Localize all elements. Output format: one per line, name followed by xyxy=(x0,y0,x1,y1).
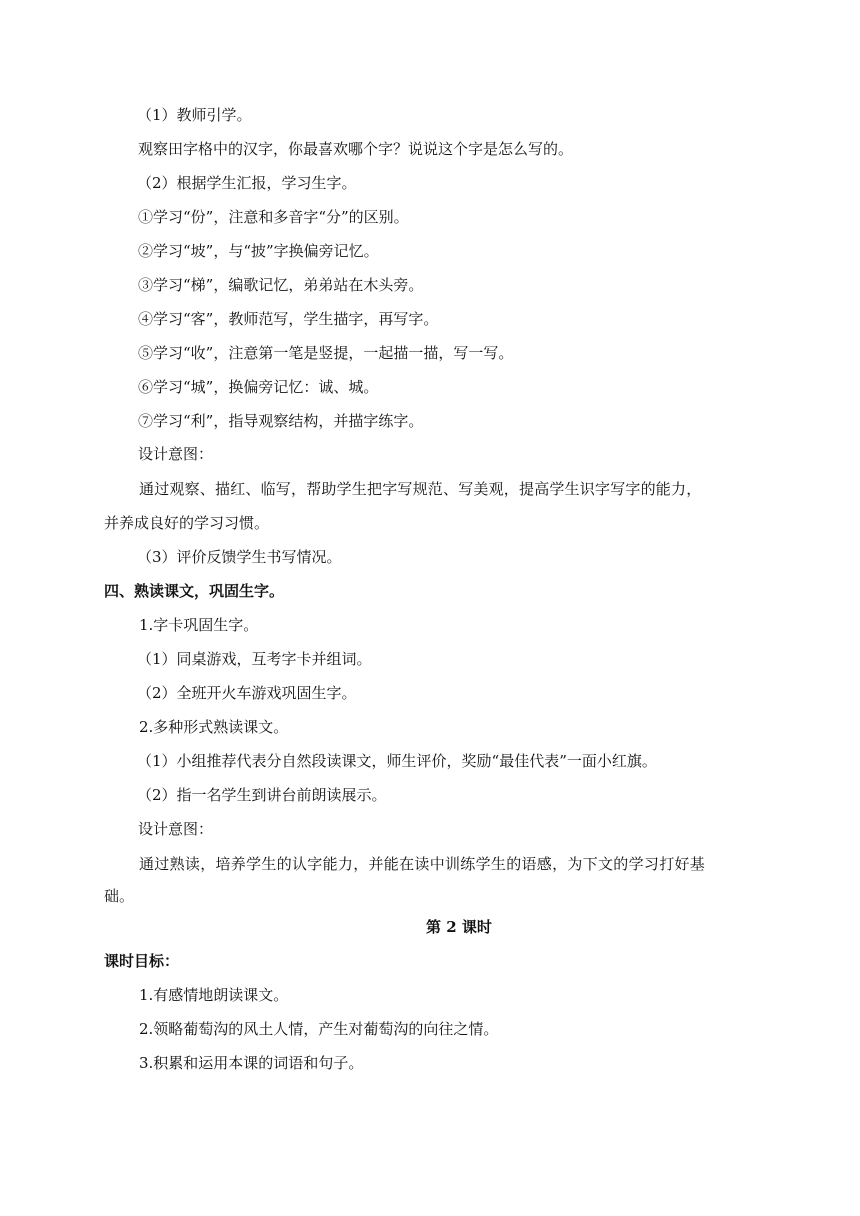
character-item-cheng: ⑥学习“城”，换偏旁记忆：诚、城。 xyxy=(138,378,379,396)
design-intent-label-2: 设计意图： xyxy=(138,820,214,838)
design-intent-text-line1: 通过观察、描红、临写，帮助学生把字写规范、写美观，提高学生识字写字的能力， xyxy=(139,480,702,498)
design-intent-label: 设计意图： xyxy=(138,445,214,463)
character-item-shou: ⑤学习“收”，注意第一笔是竖提，一起描一描，写一写。 xyxy=(138,344,514,362)
design-intent-text-2-line2: 础。 xyxy=(104,887,135,905)
goal-item-3: 3.积累和运用本课的词语和句子。 xyxy=(139,1054,364,1072)
step-evaluate-writing: （3）评价反馈学生书写情况。 xyxy=(137,548,342,566)
character-item-fen: ①学习“份”，注意和多音字“分”的区别。 xyxy=(138,208,409,226)
section-heading-read-text: 四、熟读课文，巩固生字。 xyxy=(104,582,285,600)
activity-group-reading: （1）小组推荐代表分自然段读课文，师生评价，奖励“最佳代表”一面小红旗。 xyxy=(137,752,657,770)
step-learn-characters: （2）根据学生汇报，学习生字。 xyxy=(137,174,357,192)
character-item-ti: ③学习“梯”，编歌记忆，弟弟站在木头旁。 xyxy=(138,276,424,294)
activity-podium-reading: （2）指一名学生到讲台前朗读展示。 xyxy=(137,786,387,804)
character-item-po: ②学习“坡”，与“披”字换偏旁记忆。 xyxy=(138,242,379,260)
character-item-ke: ④学习“客”，教师范写，学生描字，再写字。 xyxy=(138,310,439,328)
character-item-li: ⑦学习“利”，指导观察结构，并描字练字。 xyxy=(138,412,424,430)
activity-train-game: （2）全班开火车游戏巩固生字。 xyxy=(137,684,357,702)
step-teacher-guide: （1）教师引学。 xyxy=(137,106,252,124)
goal-item-2: 2.领略葡萄沟的风土人情，产生对葡萄沟的向往之情。 xyxy=(139,1020,499,1038)
lesson-period-title: 第 2 课时 xyxy=(426,918,492,936)
observe-characters-prompt: 观察田字格中的汉字，你最喜欢哪个字？说说这个字是怎么写的。 xyxy=(138,140,574,158)
goal-item-1: 1.有感情地朗读课文。 xyxy=(139,986,289,1004)
subsection-card-review: 1.字卡巩固生字。 xyxy=(139,616,259,634)
design-intent-text-line2: 并养成良好的学习习惯。 xyxy=(104,514,270,532)
activity-desk-mate-game: （1）同桌游戏，互考字卡并组词。 xyxy=(137,650,372,668)
lesson-goals-heading: 课时目标： xyxy=(104,952,180,970)
design-intent-text-2-line1: 通过熟读，培养学生的认字能力，并能在读中训练学生的语感，为下文的学习打好基 xyxy=(139,855,706,873)
subsection-read-forms: 2.多种形式熟读课文。 xyxy=(139,718,289,736)
